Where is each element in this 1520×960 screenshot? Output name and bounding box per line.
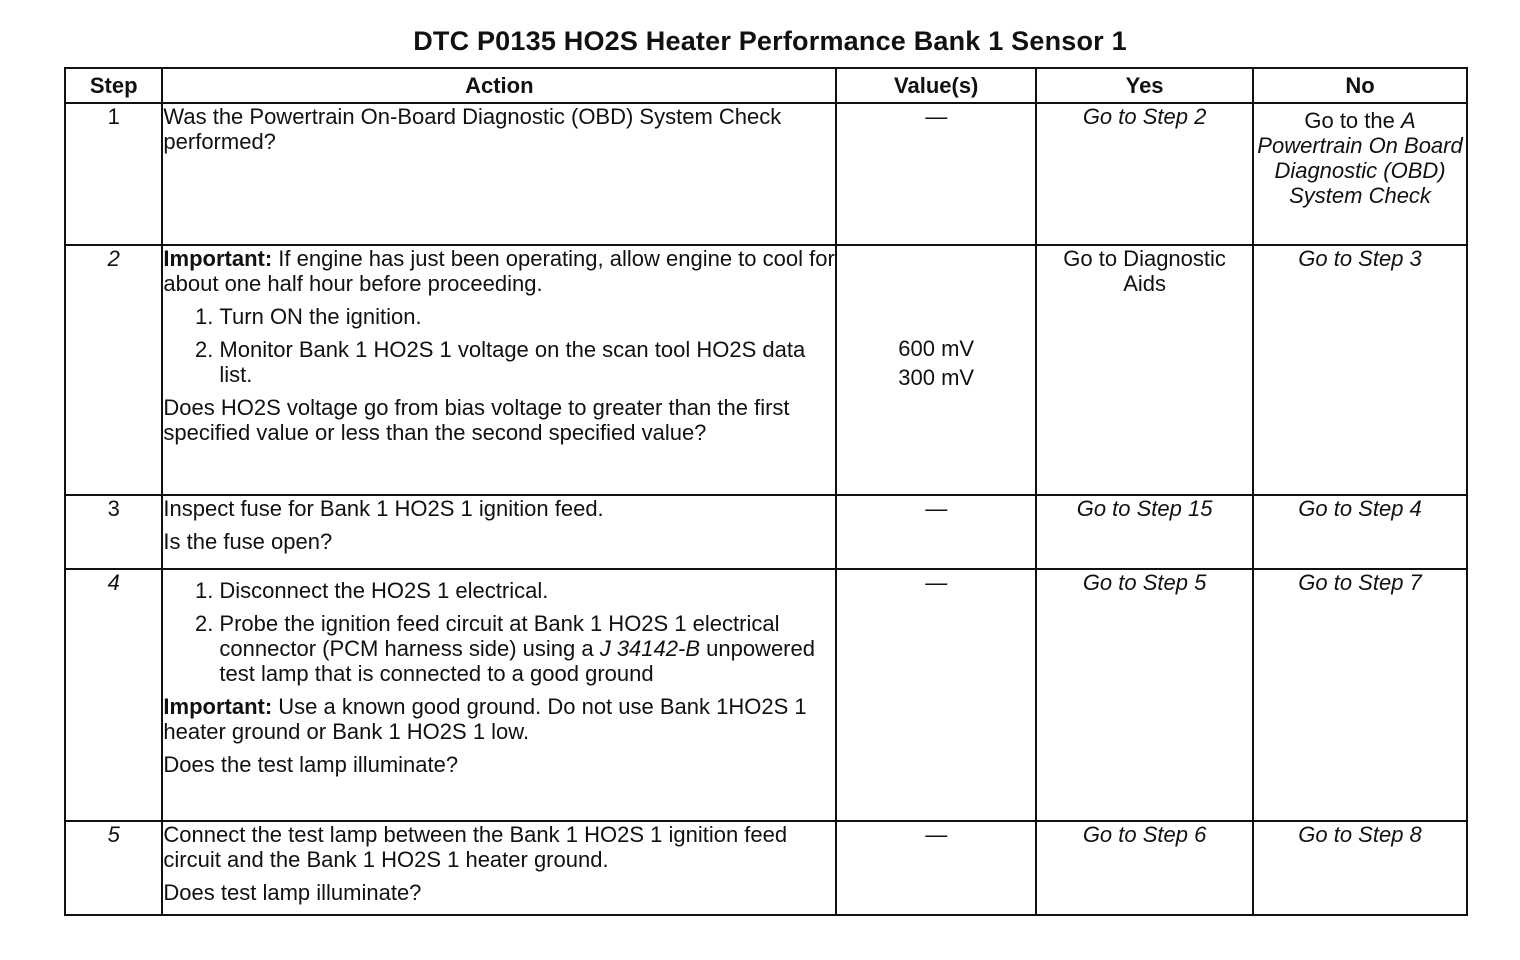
value-cell: — — [836, 103, 1036, 245]
table-row — [65, 569, 1467, 821]
table-header-row — [65, 68, 1467, 103]
header-step: Step — [65, 68, 162, 103]
action-question: Does the test lamp illuminate? — [163, 752, 459, 777]
value-second: 300 mV — [898, 365, 975, 390]
important-label: Important: — [163, 246, 273, 271]
header-action: Action — [162, 68, 836, 103]
table-row — [65, 245, 1467, 495]
step-number: 5 — [65, 821, 162, 915]
action-text: Connect the test lamp between the Bank 1 HO2S 1 ignition feed circuit and the Bank 1 HO2S 1 heater ground. — [163, 822, 788, 872]
action-question: Is the fuse open? — [163, 529, 333, 554]
no-cell: Go to Step 8 — [1253, 821, 1467, 915]
important-text: Use a known good ground. Do not use Bank 1HO2S 1 heater ground or Bank 1 HO2S 1 low. — [163, 694, 807, 744]
step-number: 3 — [65, 495, 162, 569]
no-cell: Go to Step 7 — [1253, 569, 1467, 821]
action-cell — [162, 569, 836, 821]
list-text-part: unpowered test lamp that is connected to a good ground — [219, 636, 815, 686]
list-text: Disconnect the HO2S 1 electrical. — [219, 578, 549, 603]
value-cell: — — [836, 821, 1036, 915]
action-cell — [162, 495, 836, 569]
no-cell: Go to Step 4 — [1253, 495, 1467, 569]
value-first: 600 mV — [898, 336, 975, 361]
step-number: 4 — [65, 569, 162, 821]
yes-cell: Go to Step 15 — [1036, 495, 1253, 569]
action-question: Does test lamp illuminate? — [163, 880, 422, 905]
value-cell: — — [836, 495, 1036, 569]
yes-cell: Go to Step 2 — [1036, 103, 1253, 245]
important-note — [163, 694, 835, 744]
step-number: 1 — [65, 103, 162, 245]
important-label: Important: — [163, 694, 273, 719]
list-item — [163, 611, 835, 686]
list-text — [219, 611, 835, 686]
table-row — [65, 495, 1467, 569]
list-text: Turn ON the ignition. — [219, 304, 422, 329]
document-title: DTC P0135 HO2S Heater Performance Bank 1 Sensor 1 — [413, 26, 1127, 56]
no-prefix: Go to the — [1304, 108, 1401, 133]
action-question: Does HO2S voltage go from bias voltage to greater than the first specified value or less than the second specified value? — [163, 395, 790, 445]
header-no: No — [1253, 68, 1467, 103]
important-text: If engine has just been operating, allow engine to cool for about one half hour before proceeding. — [163, 246, 835, 296]
header-values: Value(s) — [836, 68, 1036, 103]
diagnostic-table — [64, 67, 1468, 916]
step-number: 2 — [65, 245, 162, 495]
no-cell — [1253, 103, 1467, 245]
tool-reference: J 34142-B — [599, 636, 700, 661]
list-item — [163, 578, 835, 603]
header-yes: Yes — [1036, 68, 1253, 103]
yes-cell: Go to Step 6 — [1036, 821, 1253, 915]
yes-cell: Go to Diagnostic Aids — [1036, 245, 1253, 495]
important-note — [163, 246, 835, 296]
value-cell — [836, 245, 1036, 495]
no-cell: Go to Step 3 — [1253, 245, 1467, 495]
list-number: 1. — [195, 304, 214, 329]
no-reference: A Powertrain On Board Diagnostic (OBD) System Check — [1257, 108, 1463, 208]
list-text-part: Probe the ignition feed circuit at Bank 1 HO2S 1 electrical connector (PCM harness side) using a — [219, 611, 780, 661]
list-item — [163, 337, 835, 387]
action-text: Inspect fuse for Bank 1 HO2S 1 ignition feed. — [163, 496, 604, 521]
list-number: 2. — [195, 337, 214, 362]
procedure-list — [163, 304, 835, 387]
yes-cell: Go to Step 5 — [1036, 569, 1253, 821]
action-cell — [162, 103, 836, 245]
list-text: Monitor Bank 1 HO2S 1 voltage on the scan tool HO2S data list. — [219, 337, 806, 387]
list-number: 2. — [195, 611, 214, 636]
list-number: 1. — [195, 578, 214, 603]
value-cell: — — [836, 569, 1036, 821]
action-cell — [162, 821, 836, 915]
procedure-list — [163, 578, 835, 686]
table-row — [65, 821, 1467, 915]
list-item — [163, 304, 835, 329]
table-row — [65, 103, 1467, 245]
action-text: Was the Powertrain On-Board Diagnostic (OBD) System Check performed? — [163, 104, 782, 154]
action-cell — [162, 245, 836, 495]
